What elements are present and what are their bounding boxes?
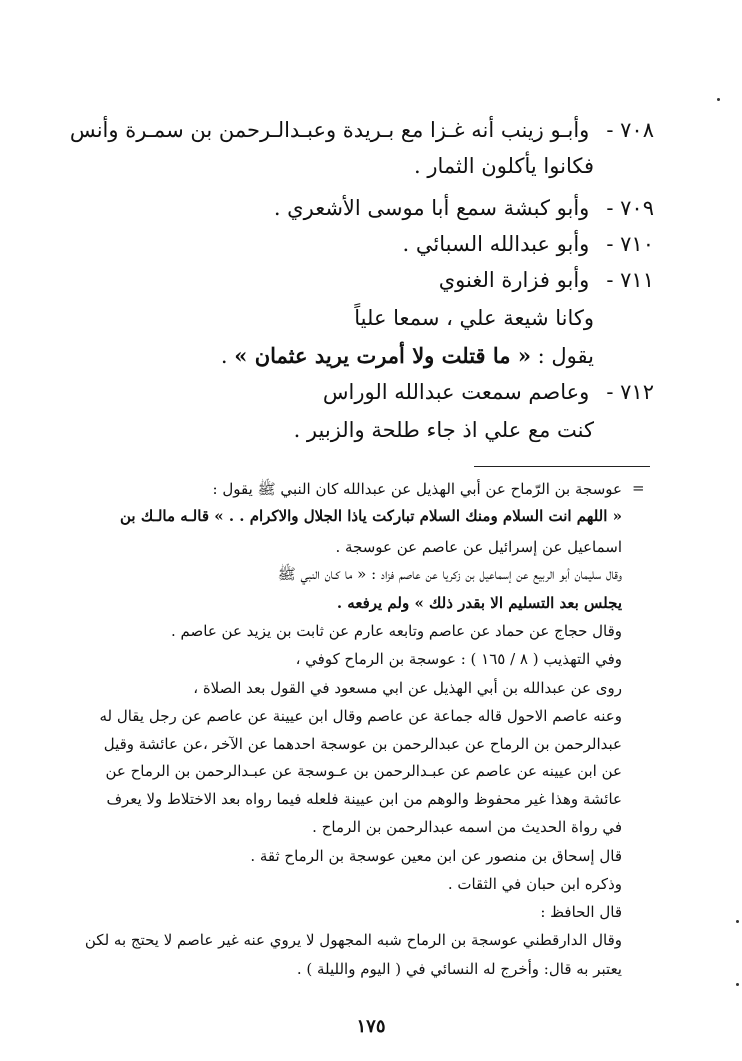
entry-number: ٧١١ -: [606, 268, 654, 292]
entry-712: [323, 374, 654, 410]
scan-speck: [717, 98, 720, 101]
footnote-line: اسماعيل عن إسرائيل عن عاصم عن عوسجة .: [335, 538, 622, 556]
footnote-line: في رواة الحديث من اسمه عبدالرحمن بن الرماح .: [312, 818, 622, 836]
entry-708-continuation: فكانوا يأكلون الثمار .: [414, 154, 594, 178]
entry-711-quote-line: [221, 338, 594, 374]
footnote-line: وذكره ابن حبان في الثقات .: [447, 875, 622, 893]
entry-number: ٧١٢ -: [606, 380, 654, 404]
scan-speck: [736, 983, 739, 986]
footnote-line: روى عن عبدالله بن أبي الهذيل عن ابي مسعود في القول بعد الصلاة ،: [193, 679, 622, 697]
entry-text: وأبو كبشة سمع أبا موسى الأشعري .: [273, 196, 590, 220]
footnote-line: وعنه عاصم الاحول قاله جماعة عن عاصم وقال ابن عيينة عن عاصم عن رجل يقال له: [99, 707, 622, 725]
entry-text: وأبو فزارة الغنوي: [438, 268, 590, 292]
footnote-line: يجلس بعد التسليم الا بقدر ذلك » ولم يرفعه .: [336, 594, 622, 612]
footnote-line: قال إسحاق بن منصور عن ابن معين عوسجة بن الرماح ثقة .: [250, 847, 622, 865]
entry-number: ٧١٠ -: [606, 232, 654, 256]
entry-711: [439, 262, 654, 298]
footnote-line: عبدالرحمن بن الرماح عن عبدالرحمن بن عوسجة احدهما عن الآخر ،عن عائشة وقيل: [103, 735, 622, 753]
quote-bold-text: ما قتلت ولا أمرت يريد عثمان »: [234, 343, 511, 368]
quote-text: « ما قتلت ولا أمرت يريد عثمان »: [234, 343, 531, 368]
footnote-line: وقال الدارقطني عوسجة بن الرماح شبه المجهول لا يروي عنه غير عاصم لا يحتج به لكن: [84, 931, 622, 949]
footnote-separator: [474, 466, 650, 467]
scan-speck: [736, 920, 739, 923]
entry-text: وعاصم سمعت عبدالله الوراس: [322, 380, 590, 404]
entry-number: ٧٠٩ -: [606, 196, 654, 220]
entry-712-continuation: كنت مع علي اذ جاء طلحة والزبير .: [293, 418, 594, 442]
footnote-line: « اللهم انت السلام ومنك السلام تباركت ياذا الجلال والاكرام . . » قالـه مالـك بن: [120, 507, 622, 525]
entry-text: وأبـو زينب أنه غـزا مع بـريدة وعبـدالـرحمن بن سمـرة وأنس: [69, 118, 590, 142]
footnote-line: عائشة وهذا غير محفوظ والوهم من ابن عيينة فلعله فيما رواه بعد الاختلاط ولا يعرف: [106, 790, 622, 808]
footnote-line: وقال حجاج عن حماد عن عاصم وتابعه عارم عن ثابت بن يزيد عن عاصم .: [171, 622, 622, 640]
footnote-continuation-marker: =: [632, 479, 645, 497]
entry-711-continuation: وكانا شيعة علي ، سمعا علياً: [354, 306, 594, 330]
entry-number: ٧٠٨ -: [606, 118, 654, 142]
entry-708: [70, 112, 654, 148]
entry-709: [274, 190, 654, 226]
footnote-line: يعتبر به قال: وأخرج له النسائي في ( اليوم والليلة ) .: [296, 960, 622, 978]
quote-intro: يقول :: [537, 344, 594, 368]
page-number: ١٧٥: [356, 1016, 386, 1037]
footnote-line: عن ابن عيينه عن عاصم عن عبـدالرحمن بن عـوسجة عن عبـدالرحمن بن الرماح عن: [105, 762, 622, 780]
footnote-line: قال الحافظ :: [540, 903, 622, 921]
footnote-line: وقال سليمان أبو الربيع عن إسماعيل بن زكريا عن عاصم فزاد : « ما كـان النبي ﷺ: [277, 565, 622, 583]
footnote-line: عوسجة بن الرّماح عن أبي الهذيل عن عبدالله كان النبي ﷺ يقول :: [212, 480, 622, 498]
quote-end: .: [220, 344, 228, 368]
footnote-line: وفي التهذيب ( ٨ / ١٦٥ ) : عوسجة بن الرماح كوفي ،: [295, 650, 622, 668]
entry-710: [403, 226, 654, 262]
entry-text: وأبو عبدالله السبائي .: [402, 232, 590, 256]
